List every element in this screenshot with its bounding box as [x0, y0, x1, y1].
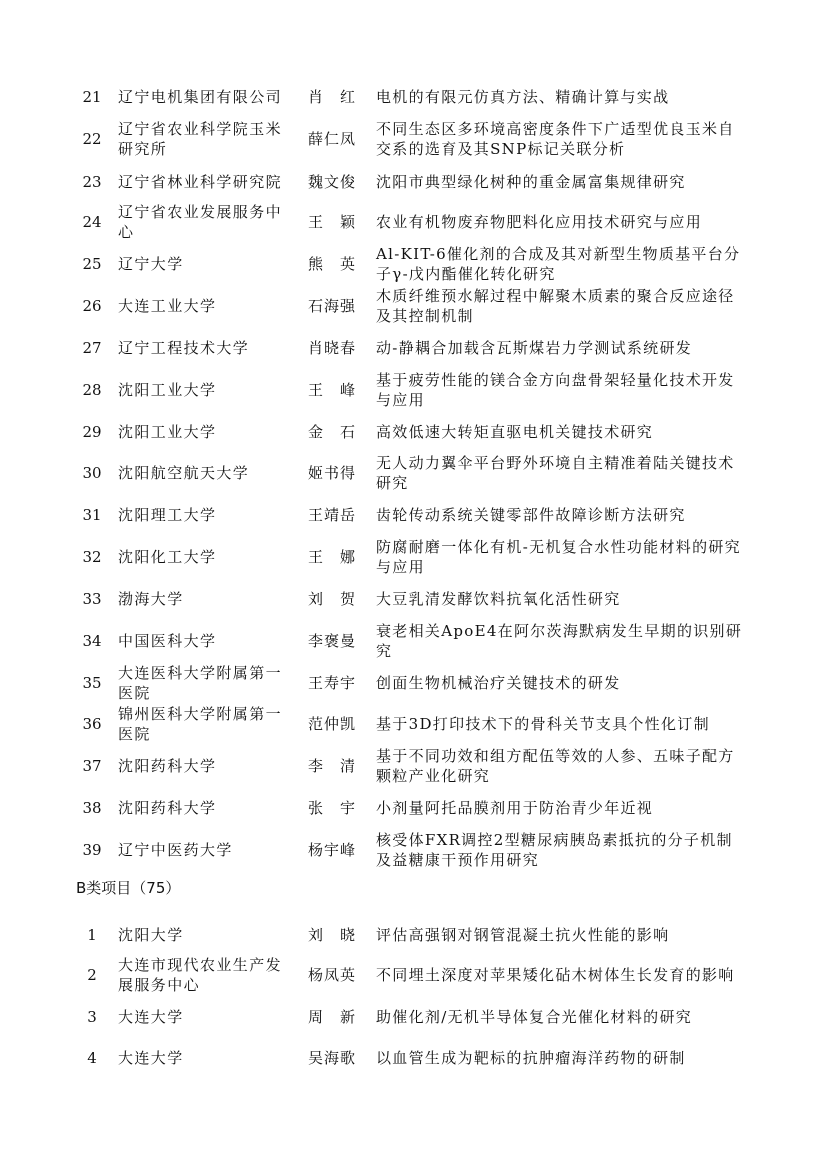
project-title: 动-静耦合加载含瓦斯煤岩力学测试系统研发 — [376, 339, 693, 357]
person-name: 魏文俊 — [307, 173, 356, 191]
project-title: 助催化剂/无机半导体复合光催化材料的研究 — [376, 1008, 693, 1026]
row-number: 21 — [82, 88, 102, 106]
person-name: 刘 贺 — [307, 590, 356, 608]
organization: 沈阳药科大学 — [118, 757, 217, 775]
row-number: 39 — [82, 841, 102, 859]
organization: 中国医科大学 — [118, 632, 217, 650]
row-number: 3 — [87, 1008, 97, 1026]
person-name: 周 新 — [307, 1008, 356, 1026]
project-title: 小剂量阿托品膜剂用于防治青少年近视 — [376, 799, 654, 817]
project-title: 木质纤维预水解过程中解聚木质素的聚合反应途径及其控制机制 — [376, 287, 735, 325]
row-number: 23 — [82, 173, 102, 191]
project-title: 不同生态区多环境高密度条件下广适型优良玉米自交系的选育及其SNP标记关联分析 — [376, 120, 735, 158]
organization: 沈阳药科大学 — [118, 799, 217, 817]
project-title: 防腐耐磨一体化有机-无机复合水性功能材料的研究与应用 — [376, 538, 741, 576]
project-title: 评估高强钢对钢管混凝土抗火性能的影响 — [376, 926, 670, 944]
project-title: 基于3D打印技术下的骨科关节支具个性化订制 — [376, 715, 710, 733]
organization: 辽宁电机集团有限公司 — [118, 88, 283, 106]
person-name: 金 石 — [307, 423, 356, 441]
person-name: 薛仁凤 — [307, 130, 356, 148]
project-title: 核受体FXR调控2型糖尿病胰岛素抵抗的分子机制及益糖康干预作用研究 — [376, 831, 733, 869]
person-name: 王 娜 — [307, 548, 356, 566]
person-name: 王靖岳 — [307, 506, 356, 524]
organization: 辽宁工程技术大学 — [118, 339, 250, 357]
person-name: 肖 红 — [307, 88, 356, 106]
row-number: 4 — [87, 1049, 97, 1067]
organization: 大连工业大学 — [118, 297, 217, 315]
project-title: 齿轮传动系统关键零部件故障诊断方法研究 — [376, 506, 686, 524]
person-name: 刘 晓 — [307, 926, 356, 944]
row-number: 38 — [82, 799, 102, 817]
row-number: 30 — [82, 464, 102, 482]
person-name: 杨宇峰 — [307, 841, 356, 859]
organization: 沈阳工业大学 — [118, 423, 217, 441]
organization: 辽宁省农业发展服务中心 — [118, 203, 283, 241]
project-title: 不同埋土深度对苹果矮化砧木树体生长发育的影响 — [376, 966, 735, 984]
person-name: 王 峰 — [307, 381, 356, 399]
organization: 沈阳航空航天大学 — [118, 464, 250, 482]
person-name: 熊 英 — [307, 255, 356, 273]
organization: 沈阳理工大学 — [118, 506, 217, 524]
person-name: 张 宇 — [307, 799, 356, 817]
project-title: 衰老相关ApoE4在阿尔茨海默病发生早期的识别研究 — [376, 622, 743, 660]
person-name: 范仲凯 — [307, 715, 356, 733]
row-number: 35 — [82, 674, 102, 692]
person-name: 杨凤英 — [307, 966, 356, 984]
organization: 辽宁省林业科学研究院 — [118, 173, 283, 191]
organization: 辽宁大学 — [118, 255, 184, 273]
row-number: 28 — [82, 381, 102, 399]
row-number: 25 — [82, 255, 102, 273]
organization: 大连大学 — [118, 1008, 184, 1026]
project-title: 电机的有限元仿真方法、精确计算与实战 — [376, 88, 670, 106]
row-number: 1 — [87, 926, 97, 944]
row-number: 29 — [82, 423, 102, 441]
section-heading: B类项目（75） — [76, 879, 181, 897]
row-number: 34 — [82, 632, 102, 650]
project-title: 以血管生成为靶标的抗肿瘤海洋药物的研制 — [376, 1049, 686, 1067]
row-number: 36 — [82, 715, 102, 733]
project-title: 创面生物机械治疗关键技术的研发 — [376, 674, 621, 692]
person-name: 李 清 — [307, 757, 356, 775]
project-title: 大豆乳清发酵饮料抗氧化活性研究 — [376, 590, 621, 608]
organization: 沈阳化工大学 — [118, 548, 217, 566]
person-name: 王 颖 — [307, 213, 356, 231]
person-name: 石海强 — [307, 297, 356, 315]
project-title: 沈阳市典型绿化树种的重金属富集规律研究 — [376, 173, 686, 191]
organization: 大连大学 — [118, 1049, 184, 1067]
project-title: 无人动力翼伞平台野外环境自主精准着陆关键技术研究 — [376, 454, 735, 492]
row-number: 27 — [82, 339, 102, 357]
row-number: 24 — [82, 213, 102, 231]
row-number: 2 — [87, 966, 97, 984]
row-number: 26 — [82, 297, 102, 315]
organization: 大连市现代农业生产发展服务中心 — [118, 956, 283, 994]
project-title: 农业有机物废弃物肥料化应用技术研究与应用 — [376, 213, 703, 231]
organization: 辽宁中医药大学 — [118, 841, 233, 859]
person-name: 李褒曼 — [307, 632, 356, 650]
row-number: 37 — [82, 757, 102, 775]
row-number: 22 — [82, 130, 102, 148]
organization: 渤海大学 — [118, 590, 184, 608]
project-title: Al-KIT-6催化剂的合成及其对新型生物质基平台分子γ-戊内酯催化转化研究 — [376, 245, 741, 283]
row-number: 32 — [82, 548, 102, 566]
project-title: 基于不同功效和组方配伍等效的人参、五味子配方颗粒产业化研究 — [376, 747, 735, 785]
person-name: 肖晓春 — [307, 339, 356, 357]
person-name: 吴海歌 — [307, 1049, 356, 1067]
row-number: 31 — [82, 506, 102, 524]
person-name: 王寿宇 — [307, 674, 356, 692]
organization: 沈阳工业大学 — [118, 381, 217, 399]
organization: 锦州医科大学附属第一医院 — [118, 705, 283, 743]
organization: 大连医科大学附属第一医院 — [118, 664, 283, 702]
project-title: 基于疲劳性能的镁合金方向盘骨架轻量化技术开发与应用 — [376, 371, 735, 409]
person-name: 姬书得 — [307, 464, 356, 482]
organization: 沈阳大学 — [118, 926, 184, 944]
organization: 辽宁省农业科学院玉米研究所 — [118, 120, 283, 158]
project-title: 高效低速大转矩直驱电机关键技术研究 — [376, 423, 654, 441]
row-number: 33 — [82, 590, 102, 608]
